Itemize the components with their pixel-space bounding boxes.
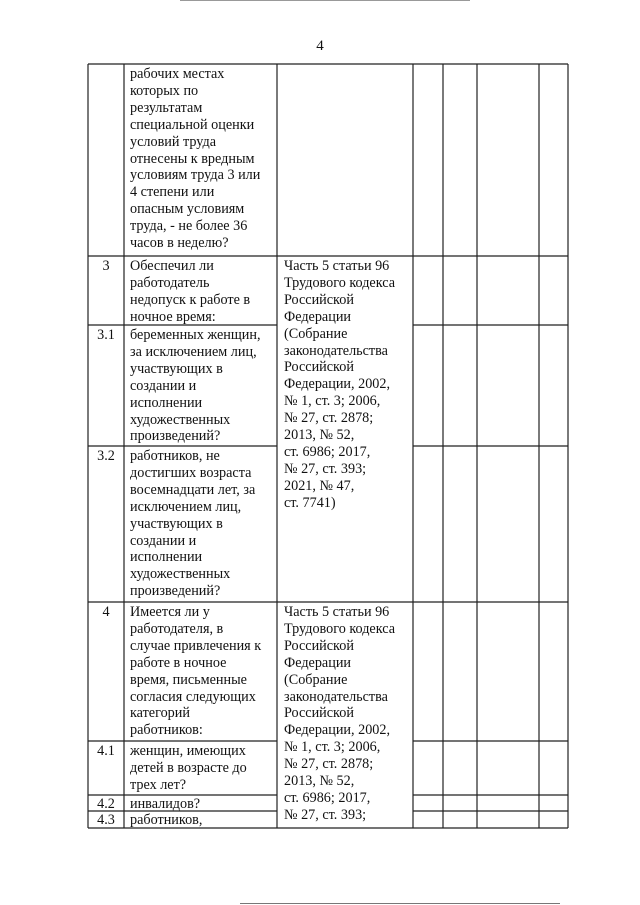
row-number: 3.2 <box>97 448 115 464</box>
question-cell: инвалидов? <box>130 796 201 812</box>
row-number: 4.1 <box>97 743 115 759</box>
scan-edge-bottom <box>240 903 560 904</box>
row-number: 4.2 <box>97 796 115 812</box>
question-cell: Имеется ли у работодателя, в случае привлечения к работе в ночное время, письменные согласия следующих категорий работников: <box>130 604 262 739</box>
legal-reference: Часть 5 статьи 96 Трудового кодекса Российской Федерации (Собрание законодательства Российской Федерации, 2002, № 1, ст. 3; 2006, № 27, ст. 2878; 2013, № 52, ст. 6986; 2017, № 27, ст. 393; 2021, № 47, ст. 7741) <box>284 258 396 511</box>
row-number: 4 <box>102 604 110 620</box>
row-number: 4.3 <box>97 812 115 828</box>
legal-reference: Часть 5 статьи 96 Трудового кодекса Российской Федерации (Собрание законодательства Российской Федерации, 2002, № 1, ст. 3; 2006, № 27, ст. 2878; 2013, № 52, ст. 6986; 2017, № 27, ст. 393; <box>284 604 396 823</box>
question-cell: женщин, имеющих детей в возрасте до трех лет? <box>130 743 247 793</box>
row-number: 3 <box>102 258 110 274</box>
question-cell: беременных женщин, за исключением лиц, участвующих в создании и исполнении художественных произведений? <box>130 327 261 445</box>
question-cell: рабочих местах которых по результатам специальной оценки условий труда отнесены к вредным условиям труда 3 или 4 степени или опасным условиям труда, - не более 36 часов в неделю? <box>130 66 261 252</box>
question-cell: работников, <box>130 812 203 828</box>
question-cell: Обеспечил ли работодатель недопуск к работе в ночное время: <box>130 258 251 325</box>
page-number: 4 <box>316 38 324 54</box>
question-cell: работников, не достигших возраста восемнадцати лет, за исключением лиц, участвующих в создании и исполнении художественных произведений? <box>130 448 256 600</box>
row-number: 3.1 <box>97 327 115 343</box>
scan-edge-top <box>180 0 470 1</box>
